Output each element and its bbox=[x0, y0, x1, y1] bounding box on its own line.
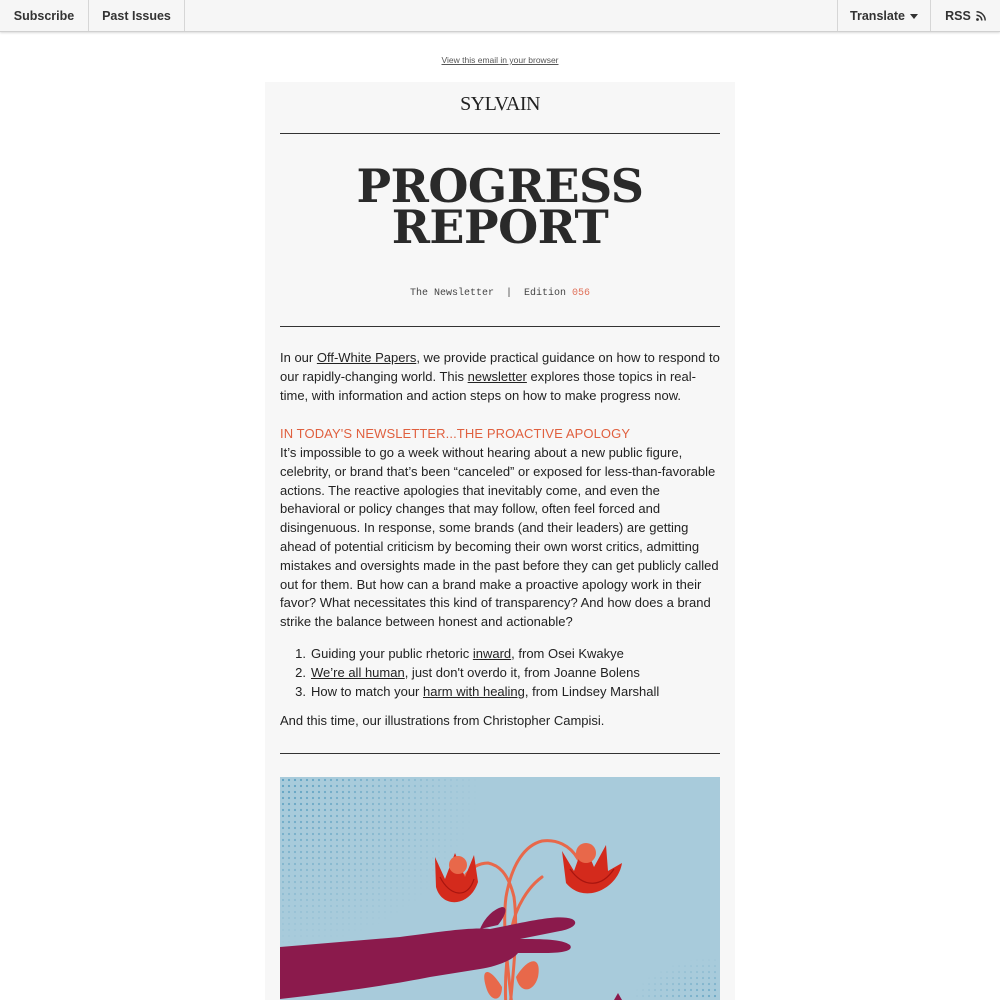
off-white-papers-link[interactable]: Off-White Papers bbox=[316, 350, 417, 365]
past-issues-link[interactable] bbox=[89, 0, 184, 31]
intro-text: , we provide practical guidance on how to respond to our rapidly-changing world. This bbox=[280, 350, 720, 384]
outro-paragraph: And this time, our illustrations from Christopher Campisi. bbox=[280, 713, 605, 728]
list-item bbox=[280, 682, 720, 701]
list-text bbox=[311, 644, 624, 663]
newsletter-link[interactable]: newsletter bbox=[467, 368, 527, 384]
chevron-down-icon bbox=[910, 14, 918, 19]
divider bbox=[280, 326, 720, 327]
article-list bbox=[280, 644, 720, 701]
title-line-2: REPORT bbox=[391, 200, 609, 254]
past-issues-label: Past Issues bbox=[102, 8, 171, 23]
list-number: 2. bbox=[295, 665, 306, 680]
divider bbox=[280, 753, 720, 754]
list-text-pre: Guiding your public rhetoric bbox=[311, 646, 473, 661]
halftone-dots bbox=[630, 957, 720, 1000]
view-in-browser-link[interactable]: View this email in your browser bbox=[441, 55, 559, 65]
translate-dropdown[interactable] bbox=[838, 0, 930, 31]
translate-label: Translate bbox=[850, 8, 905, 23]
edition-line bbox=[265, 288, 735, 299]
list-text-post: , just don't overdo it, from Joanne Bolens bbox=[404, 665, 640, 680]
list-text bbox=[311, 682, 659, 701]
intro-text: explores those topics in real-time, with information and action steps on how to make progress now. bbox=[280, 368, 696, 403]
title-line-1: PROGRESS bbox=[356, 159, 644, 213]
intro-text: In our bbox=[280, 350, 317, 365]
subscribe-label: Subscribe bbox=[13, 8, 75, 23]
edition-label: The Newsletter | Edition bbox=[409, 288, 572, 299]
harm-with-healing-link[interactable]: harm with healing bbox=[423, 684, 525, 699]
subscribe-link[interactable] bbox=[0, 0, 88, 31]
inward-link[interactable]: inward bbox=[472, 646, 512, 661]
list-item bbox=[280, 663, 720, 682]
intro-paragraph bbox=[280, 349, 722, 405]
hand-holding-flowers-illustration bbox=[280, 777, 720, 1000]
top-nav-bar bbox=[0, 0, 1000, 32]
rss-icon bbox=[976, 11, 986, 21]
section-body: It’s impossible to go a week without hearing about a new public figure, celebrity, or brand that’s been “canceled” or exposed for less-than-favorable actions. The reactive apologies that inevitably come, and even the behavioral or policy changes that may follow, often feel forced and disingenuous. In response, some brands (and their leaders) are getting ahead of potential criticism by becoming their own worst critics, admitting mistakes and oversights made in the past before they can get publicly called out for them. But how can a brand make a proactive apology work in their favor? What necessitates this kind of transparency? And how does a brand strike the balance between honest and actionable? bbox=[280, 445, 719, 630]
list-text bbox=[311, 663, 640, 682]
list-item bbox=[280, 644, 720, 663]
list-number: 1. bbox=[295, 646, 306, 661]
rss-link[interactable] bbox=[931, 0, 1000, 31]
edition-number: 056 bbox=[572, 288, 591, 299]
divider bbox=[280, 133, 720, 134]
nav-divider bbox=[184, 0, 185, 31]
email-card bbox=[265, 82, 735, 1000]
rss-label: RSS bbox=[945, 8, 971, 23]
section-heading: IN TODAY'S NEWSLETTER...THE PROACTIVE APOLOGY bbox=[280, 426, 631, 441]
list-text-post: , from Osei Kwakye bbox=[511, 646, 624, 661]
brand-logo: SYLVAIN bbox=[460, 93, 540, 115]
were-all-human-link[interactable]: We’re all human bbox=[311, 665, 405, 680]
list-text-pre: How to match your bbox=[311, 684, 423, 699]
newsletter-title bbox=[265, 159, 735, 254]
list-number: 3. bbox=[295, 684, 306, 699]
list-text-post: , from Lindsey Marshall bbox=[524, 684, 660, 699]
